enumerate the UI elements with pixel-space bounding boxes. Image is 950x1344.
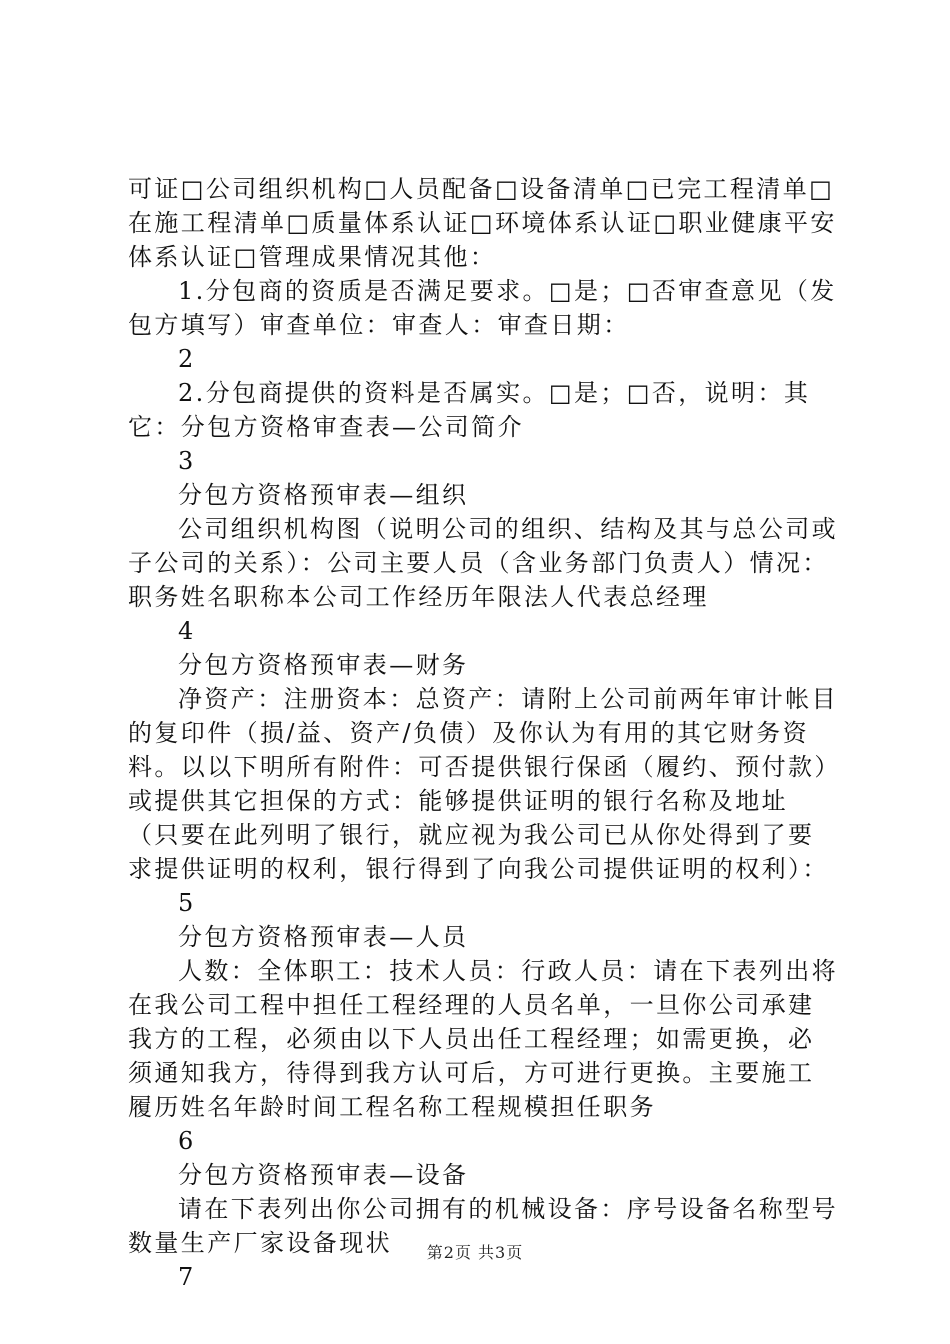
section-heading-organization: 分包方资格预审表—组织	[178, 481, 469, 509]
page-number-6: 6	[178, 1127, 196, 1155]
paragraph-equipment: 请在下表列出你公司拥有的机械设备：序号设备名称型号数量生产厂家设备现状	[128, 1195, 838, 1257]
page-number-5: 5	[178, 889, 196, 917]
section-heading-personnel: 分包方资格预审表—人员	[178, 923, 469, 951]
section-heading-equipment: 分包方资格预审表—设备	[178, 1161, 469, 1189]
page-number-7: 7	[178, 1263, 196, 1291]
page-number-2: 2	[178, 345, 196, 373]
section-heading-finance: 分包方资格预审表—财务	[178, 651, 469, 679]
paragraph-qualification-question: 1.分包商的资质是否满足要求。□是；□否审查意见（发包方填写）审查单位：审查人：审查日期：	[128, 277, 837, 339]
page-footer: 第2页 共3页	[426, 1243, 524, 1262]
paragraph-organization: 公司组织机构图（说明公司的组织、结构及其与总公司或子公司的关系）：公司主要人员（含业务部门负责人）情况：职务姓名职称本公司工作经历年限法人代表总经理	[128, 515, 838, 611]
page-number-4: 4	[178, 617, 196, 645]
paragraph-personnel: 人数：全体职工：技术人员：行政人员：请在下表列出将在我公司工程中担任工程经理的人员名单，一旦你公司承建我方的工程，必须由以下人员出任工程经理；如需更换，必须通知我方，待得到我方认可后，方可进行更换。主要施工履历姓名年龄时间工程名称工程规模担任职务	[128, 957, 838, 1121]
page-number-3: 3	[178, 447, 196, 475]
paragraph-finance: 净资产：注册资本：总资产：请附上公司前两年审计帐目的复印件（损/益、资产/负债）及你认为有用的其它财务资料。以以下明所有附件：可否提供银行保函（履约、预付款）或提供其它担保的方式：能够提供证明的银行名称及地址（只要在此列明了银行，就应视为我公司已从你处得到了要求提供证明的权利，银行得到了向我公司提供证明的权利）：	[128, 685, 838, 883]
paragraph-information-question: 2.分包商提供的资料是否属实。□是；□否，说明：其它：分包方资格审查表—公司简介	[128, 379, 811, 441]
document-body	[128, 172, 840, 1294]
paragraph-certificates-checklist: 可证□公司组织机构□人员配备□设备清单□已完工程清单□在施工程清单□质量体系认证□环境体系认证□职业健康平安体系认证□管理成果情况其他：	[128, 175, 837, 271]
